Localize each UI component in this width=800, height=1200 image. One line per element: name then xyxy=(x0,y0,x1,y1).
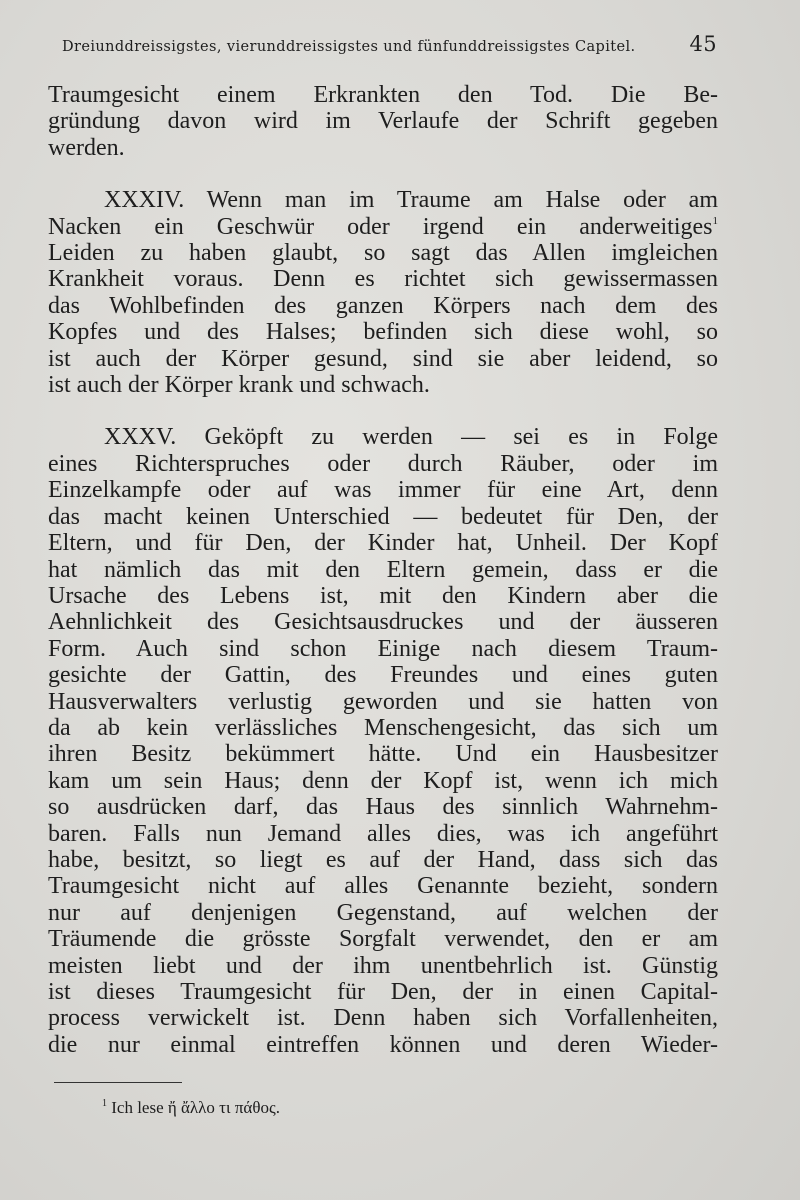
text-line: hat nämlich das mit den Eltern gemein, dass er die xyxy=(48,556,718,583)
text-line: habe, besitzt, so liegt es auf der Hand, dass sich das xyxy=(48,846,718,873)
text-line: ist dieses Traumgesicht für Den, der in einen Capital- xyxy=(48,979,718,1005)
text-line: Aehnlichkeit des Gesichtsausdruckes und der äusseren xyxy=(48,609,718,636)
text-line: Traumgesicht nicht auf alles Genannte bezieht, sondern xyxy=(48,873,718,900)
text-line: Ursache des Lebens ist, mit den Kindern aber die xyxy=(48,582,718,609)
text-line: ist auch der Körper gesund, sind sie aber leidend, so xyxy=(48,345,718,372)
footnote-text: Ich lese ἤ ἄλλο τι πάθος. xyxy=(111,1098,280,1117)
page-number: 45 xyxy=(689,32,717,56)
text-line: da ab kein verlässliches Menschengesicht, das sich um xyxy=(48,714,718,741)
section-heading-line: XXXIV. Wenn man im Traume am Halse oder am xyxy=(104,187,718,214)
text-line: Traumgesicht einem Erkrankten den Tod. Die Be- xyxy=(48,82,718,108)
body-text xyxy=(48,82,718,1058)
text-line: werden. xyxy=(48,134,125,161)
footnote-reference: 1 xyxy=(712,214,718,227)
text-line: das Wohlbefinden des ganzen Körpers nach dem des xyxy=(48,292,718,319)
text-line: Leiden zu haben glaubt, so sagt das Allen imgleichen xyxy=(48,240,718,267)
text-line: kam um sein Haus; denn der Kopf ist, wenn ich mich xyxy=(48,767,718,794)
text-line: eines Richterspruches oder durch Räuber, oder im xyxy=(48,450,718,477)
running-header xyxy=(62,32,717,56)
section-heading-line: XXXV. Geköpft zu werden — sei es in Folge xyxy=(104,424,718,451)
text-line: Eltern, und für Den, der Kinder hat, Unheil. Der Kopf xyxy=(48,530,718,557)
text-line: das macht keinen Unterschied — bedeutet für Den, der xyxy=(48,503,718,530)
text-line: so ausdrücken darf, das Haus des sinnlich Wahrnehm- xyxy=(48,794,718,821)
text-line: Kopfes und des Halses; befinden sich diese wohl, so xyxy=(48,319,718,346)
text-line: Einzelkampfe oder auf was immer für eine Art, denn xyxy=(48,477,718,504)
text-line: gesichte der Gattin, des Freundes und eines guten xyxy=(48,662,718,689)
text-line: die nur einmal eintreffen können und deren Wieder- xyxy=(48,1031,718,1058)
text-line: Krankheit voraus. Denn es richtet sich gewissermassen xyxy=(48,266,718,293)
footnote xyxy=(102,1098,280,1118)
text-line: ist auch der Körper krank und schwach. xyxy=(48,372,430,399)
text-line: ihren Besitz bekümmert hätte. Und ein Hausbesitzer xyxy=(48,741,718,768)
text-line: baren. Falls nun Jemand alles dies, was ich angeführt xyxy=(48,820,718,847)
text-line: meisten liebt und der ihm unentbehrlich ist. Günstig xyxy=(48,952,718,979)
text-line: Form. Auch sind schon Einige nach diesem Traum- xyxy=(48,635,718,662)
text-line: gründung davon wird im Verlaufe der Schrift gegeben xyxy=(48,108,718,135)
text-line: process verwickelt ist. Denn haben sich Vorfallenheiten, xyxy=(48,1005,718,1032)
footnote-divider xyxy=(54,1082,182,1083)
text-line: nur auf denjenigen Gegenstand, auf welchen der xyxy=(48,899,718,926)
text-line: Träumende die grösste Sorgfalt verwendet, den er am xyxy=(48,926,718,953)
running-title: Dreiunddreissigstes, vierunddreissigstes und fünfunddreissigstes Capitel. xyxy=(62,39,636,55)
footnote-marker: 1 xyxy=(102,1098,107,1109)
text-line: Hausverwalters verlustig geworden und sie hatten von xyxy=(48,688,718,715)
text-line: Nacken ein Geschwür oder irgend ein anderweitiges$^1$ xyxy=(48,213,718,240)
